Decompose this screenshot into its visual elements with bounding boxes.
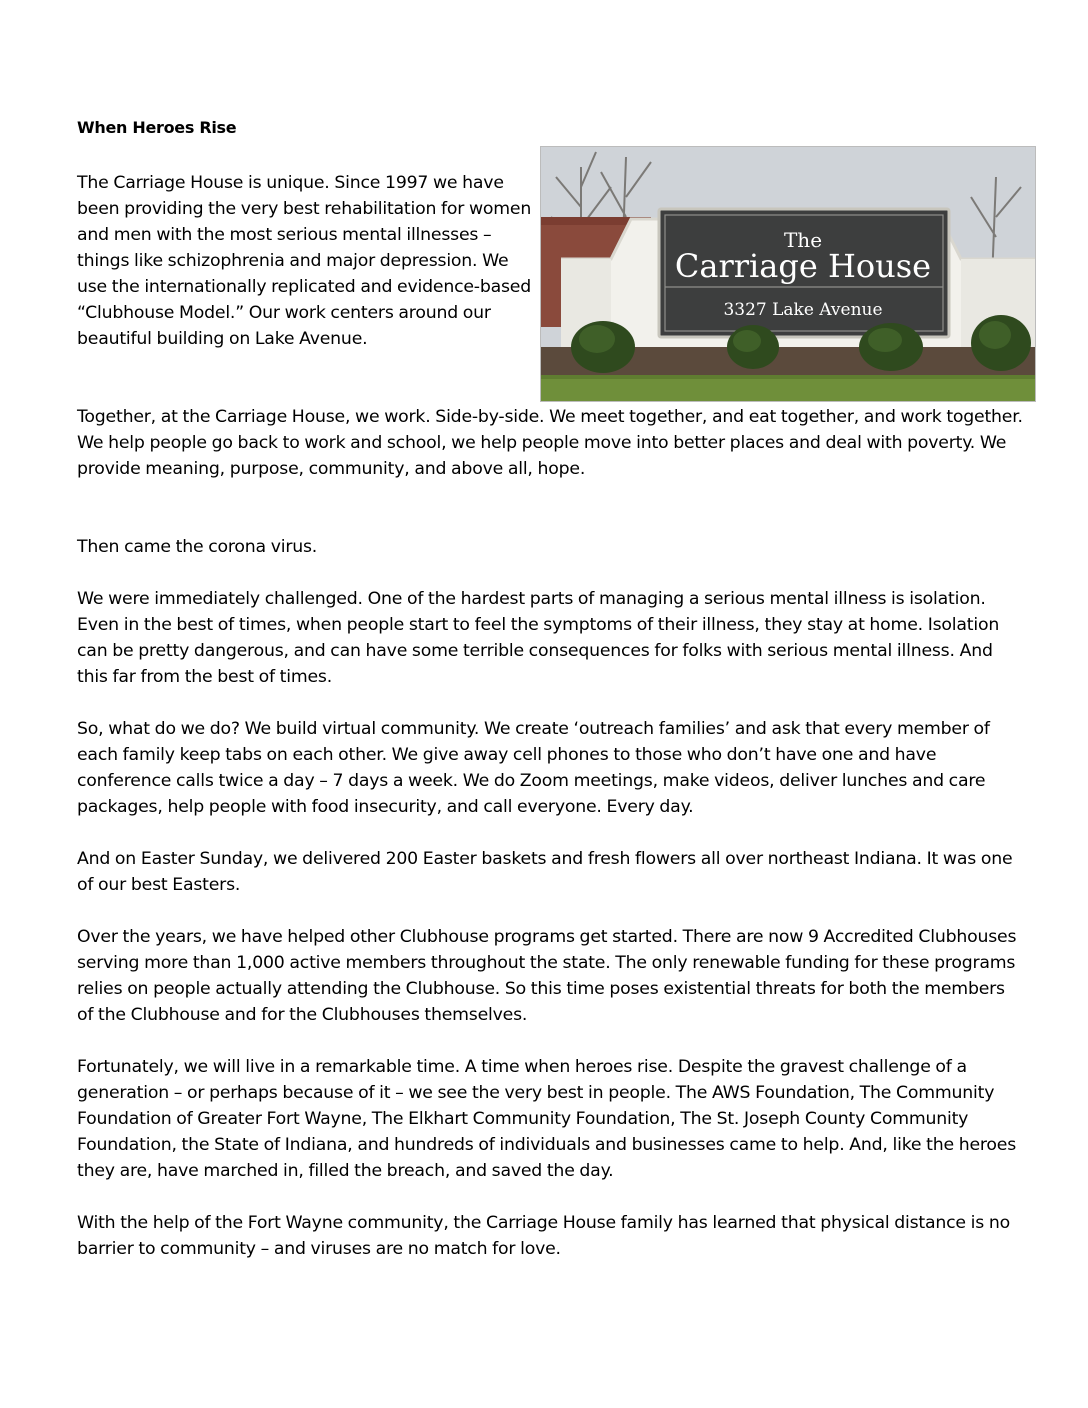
sign-line-address: 3327 Lake Avenue xyxy=(723,300,883,320)
document-title: When Heroes Rise xyxy=(77,118,237,137)
paragraph-easter: And on Easter Sunday, we delivered 200 Easter baskets and fresh flowers all over northeast Indiana. It was one of our best Easters. xyxy=(77,849,1013,895)
sign-line-the: The xyxy=(783,228,823,252)
paragraph-corona: Then came the corona virus. xyxy=(77,537,318,557)
carriage-house-sign-photo xyxy=(540,146,1036,402)
paragraph-closing: With the help of the Fort Wayne community, the Carriage House family has learned that physical distance is no barrier to community – and viruses are no match for love. xyxy=(77,1213,1010,1259)
paragraph-heroes: Fortunately, we will live in a remarkable time. A time when heroes rise. Despite the gravest challenge of a generation – or perhaps because of it – we see the very best in people. The AWS Foundation, The Community Foundation of Greater Fort Wayne, The Elkhart Community Foundation, The St. Joseph County Community Foundation, the State of Indiana, and hundreds of individuals and businesses came to help. And, like the heroes they are, have marched in, filled the breach, and saved the day. xyxy=(77,1057,1017,1181)
paragraph-intro: The Carriage House is unique. Since 1997 we have been providing the very best rehabilitation for women and men with the most serious mental illnesses – things like schizophrenia and major depression. We use the internationally replicated and evidence-based “Clubhouse Model.” Our work centers around our beautiful building on Lake Avenue. xyxy=(77,173,532,349)
paragraph-together: Together, at the Carriage House, we work. Side-by-side. We meet together, and eat together, and work together. We help people go back to work and school, we help people move into better places and deal with poverty. We provide meaning, purpose, community, and above all, hope. xyxy=(77,407,1023,479)
paragraph-clubhouses: Over the years, we have helped other Clubhouse programs get started. There are now 9 Accredited Clubhouses serving more than 1,000 active members throughout the state. The only renewable funding for these programs relies on people actually attending the Clubhouse. So this time poses existential threats for both the members of the Clubhouse and for the Clubhouses themselves. xyxy=(77,927,1017,1025)
paragraph-challenged: We were immediately challenged. One of the hardest parts of managing a serious mental illness is isolation. Even in the best of times, when people start to feel the symptoms of their illness, they stay at home. Isolation can be pretty dangerous, and can have some terrible consequences for folks with serious mental illness. And this far from the best of times. xyxy=(77,589,1000,687)
sign-line-carriage-house: Carriage House xyxy=(674,247,932,285)
paragraph-virtual-community: So, what do we do? We build virtual community. We create ‘outreach families’ and ask that every member of each family keep tabs on each other. We give away cell phones to those who don’t have one and have conference calls twice a day – 7 days a week. We do Zoom meetings, make videos, deliver lunches and care packages, help people with food insecurity, and call everyone. Every day. xyxy=(77,719,990,817)
